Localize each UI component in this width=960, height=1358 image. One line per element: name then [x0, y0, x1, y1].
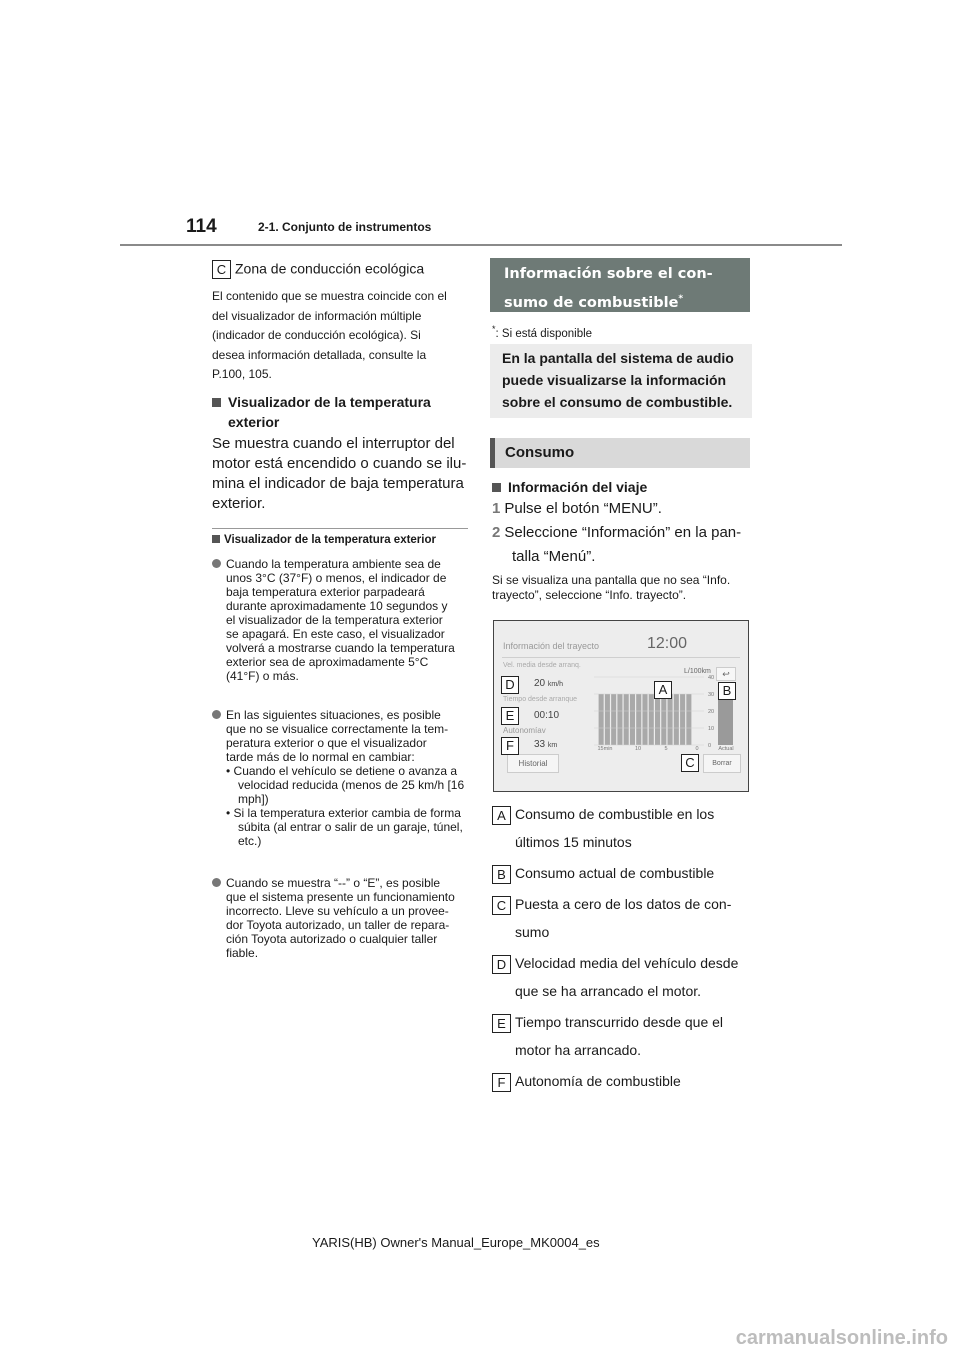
note-bullet-2: En las siguientes situaciones, es posible que no se visualice correctamente la tem- peratura exterior o que el visualizador tarde más de lo normal en cambiar: • Cuando el vehículo se detiene o avanza a velocidad reducida (menos de 25 km/h [16 mph]) • Si la temperatura exterior cambia de forma súbita (al entrar o salir de un garaje, túnel, etc.) — [212, 708, 472, 848]
legend-item-b: B Consumo actual de combustible — [492, 859, 754, 887]
step-note: Si se visualiza una pantalla que no sea “Info. trayecto”, seleccione “Info. trayecto”. — [492, 573, 731, 602]
consumption-bar — [661, 694, 666, 745]
consumption-bar — [642, 694, 647, 745]
x-tick-label: 5 — [664, 746, 668, 752]
legend-item-c: C Puesta a cero de los datos de con- sumo — [492, 890, 754, 946]
round-bullet-icon — [212, 878, 221, 887]
topic-title-box: Información sobre el con- sumo de combustible* — [490, 258, 750, 312]
callout-e: E — [501, 707, 519, 725]
square-bullet-icon — [212, 398, 221, 407]
consumption-bar — [680, 694, 685, 745]
consumption-bar — [668, 694, 673, 745]
round-bullet-icon — [212, 710, 221, 719]
callout-a: A — [654, 681, 672, 699]
footnote: *: Si está disponible — [492, 324, 593, 340]
history-button[interactable]: Historial — [507, 754, 559, 773]
callout-c: C — [681, 754, 699, 772]
c-item — [212, 260, 424, 279]
label-c: C — [212, 260, 231, 279]
trip-heading: Información del viaje — [492, 477, 647, 497]
callout-f: F — [501, 737, 519, 755]
subsection-consumo: Consumo — [490, 438, 750, 468]
callout-d: D — [501, 676, 519, 694]
x-tick-label: 0 — [695, 746, 699, 752]
time-value: 00:10 — [534, 710, 560, 721]
y-tick-label: 30 — [708, 692, 715, 698]
c-title: Zona de conducción ecológica — [235, 260, 425, 277]
consumption-bar — [686, 694, 691, 745]
note-rule — [212, 528, 468, 529]
c-body-line: El contenido que se muestra coincide con el — [212, 289, 447, 303]
y-tick-label: 10 — [708, 726, 715, 732]
unit-label: L/100km — [684, 668, 711, 675]
c-body — [212, 287, 472, 385]
consumption-bar — [636, 694, 641, 745]
x-tick-label: 10 — [634, 746, 642, 752]
section-title: 2-1. Conjunto de instrumentos — [258, 220, 432, 234]
temp-body: Se muestra cuando el interruptor del motor está encendido o cuando se ilu- mina el indicador de baja temperatura exterior. — [212, 435, 467, 512]
intro-box: En la pantalla del sistema de audio puede visualizarse la información sobre el consumo de combustible. — [490, 344, 752, 418]
note-bullet-1: Cuando la temperatura ambiente sea de unos 3°C (37°F) o menos, el indicador de baja temperatura exterior parpadeará durante aproximadamente 10 segundos y el visualizador de la temperatura exterior se apagará. En este caso, el visualizador volverá a mostrarse cuando la temperatura exterior sea de aproximadamente 5°C (41°F) o más. — [212, 557, 472, 683]
trip-info-screen — [493, 620, 749, 792]
clear-button[interactable]: Borrar — [703, 754, 741, 773]
c-body-line: P.100, 105. — [212, 367, 272, 381]
avg-speed-label: Vel. media desde arranq. — [503, 662, 581, 669]
screen-title: Información del trayecto — [503, 641, 600, 651]
footer-text: YARIS(HB) Owner's Manual_Europe_MK0004_es — [312, 1235, 600, 1250]
range-label: Autonomíav — [503, 726, 546, 735]
consumption-bar — [624, 694, 629, 745]
y-tick-label: 0 — [708, 743, 712, 749]
back-icon[interactable]: ↩ — [716, 667, 736, 681]
consumption-bar — [649, 694, 654, 745]
y-tick-label: 20 — [708, 709, 715, 715]
legend-item-f: F Autonomía de combustible — [492, 1067, 754, 1095]
consumption-bar — [617, 694, 622, 745]
consumption-bar — [655, 694, 660, 745]
avg-speed-value: 20 km/h — [534, 678, 564, 689]
steps: 1 Pulse el botón “MENU”. 2 Seleccione “Información” en la pan- talla “Menú”. — [492, 500, 742, 565]
page-number: 114 — [186, 216, 217, 237]
legend-item-d: D Velocidad media del vehículo desde que se ha arrancado el motor. — [492, 949, 754, 1005]
screen-clock: 12:00 — [647, 635, 688, 652]
range-value: 33 km — [534, 739, 558, 750]
square-bullet-icon — [212, 535, 220, 543]
legend-item-e: E Tiempo transcurrido desde que el motor ha arrancado. — [492, 1008, 754, 1064]
y-tick-label: 40 — [708, 675, 715, 681]
consumption-bar — [599, 694, 604, 745]
consumption-bar — [611, 694, 616, 745]
header-rule — [120, 244, 842, 246]
consumption-bar — [630, 694, 635, 745]
watermark: carmanualsonline.info — [735, 1327, 948, 1349]
note-bullet-3: Cuando se muestra “--” o “E”, es posible que el sistema presente un funcionamiento incorrecto. Lleve su vehículo a un provee- dor Toyota autorizado, un taller de repara- ción Toyota autorizado o cualquier taller fiable. — [212, 876, 472, 960]
x-tick-label: Actual — [718, 746, 734, 752]
time-label: Tiempo desde arranque — [503, 696, 578, 703]
callout-b: B — [718, 682, 736, 700]
c-body-line: (indicador de conducción ecológica). Si — [212, 328, 421, 342]
x-tick-label: 15min — [597, 746, 613, 752]
legend-item-a: A Consumo de combustible en los últimos 15 minutos — [492, 800, 754, 856]
consumption-bar — [674, 694, 679, 745]
c-body-line: del visualizador de información múltiple — [212, 308, 422, 323]
legend — [492, 800, 754, 1095]
round-bullet-icon — [212, 559, 221, 568]
note-heading: Visualizador de la temperatura exterior — [212, 534, 436, 546]
square-bullet-icon — [492, 483, 501, 492]
consumption-bar — [605, 694, 610, 745]
c-body-line: desea información detallada, consulte la — [212, 347, 427, 362]
temp-heading: Visualizador de la temperatura exterior — [212, 392, 472, 432]
